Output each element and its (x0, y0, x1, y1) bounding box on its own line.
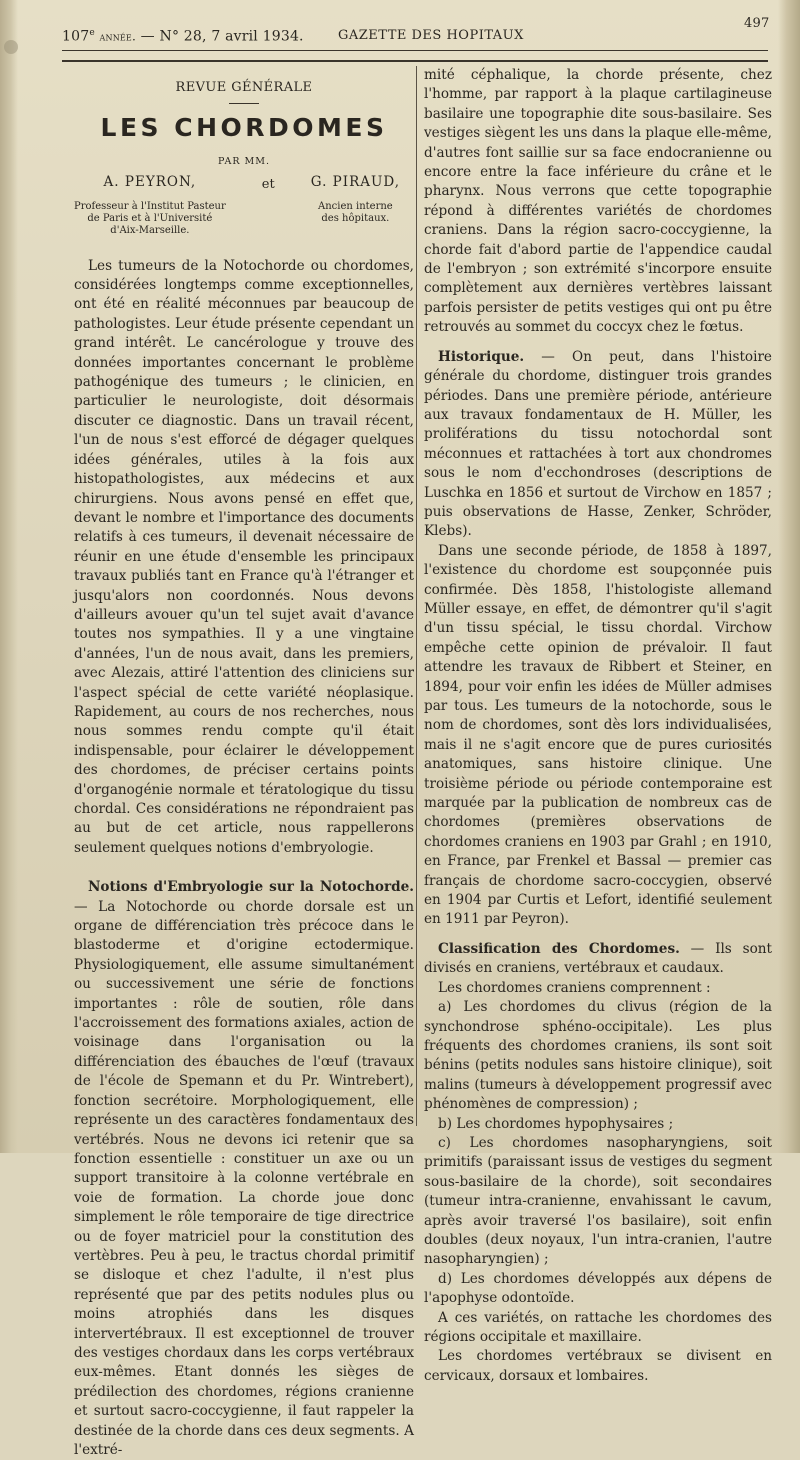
page-edge-shadow-left (0, 0, 18, 1153)
author-affiliation-line: des hôpitaux. (321, 212, 390, 224)
article-title: LES CHORDOMES (100, 113, 388, 143)
classification-item: b) Les chordomes hypophysaires ; (438, 1115, 674, 1132)
author-conjunction: et (261, 177, 275, 193)
page-edge-shadow-right (778, 0, 800, 1153)
spacer (424, 930, 772, 940)
issue-label: année. (99, 29, 136, 44)
intro-paragraph: Les tumeurs de la Notochorde ou chordomes, considérées longtemps comme exceptionnelles, ont été en réalité méconnues par beaucoup de pathologistes. Leur étude présente cependant un grand intérêt. Le cancérologue y trouve des données importantes concernant le problème pathogénique des tumeurs ; le clinicien, en particulier le neurologiste, doit désormais discuter ce diagnostic. Dans un travail récent, l'un de nous s'est efforcé de dégager quelques idées générales, utiles à la fois aux histopathologistes, aux médecins et aux chirurgiens. Nous avons pensé en effet que, devant le nombre et l'importance des documents relatifs à ces tumeurs, il devenait nécessaire de réunir en une étude d'ensemble les principaux travaux publiés tant en France qu'à l'étranger et jusqu'alors non coordonnés. Nous devons d'ailleurs avouer qu'un tel sujet avait d'avance toutes nos sympathies. Il y a une vingtaine d'années, l'un de nous avait, dans les premiers, avec Alezais, attiré l'attention des cliniciens sur l'aspect spécial de cette variété néoplasique. Rapidement, au cours de nos recherches, nous nous sommes rendu compte qu'il était indispensable, pour éclairer le développement des chordomes, de préciser certains points d'organogénie normale et tératologique du tissu chordal. Ces considérations ne répondraient pas au but de cet article, nous rappellerons seulement quelques notions d'embryologie. (74, 257, 414, 856)
author-affiliation-line: Professeur à l'Institut Pasteur (74, 200, 226, 212)
issue-year: 107 (62, 28, 90, 45)
author-peyron (74, 173, 226, 236)
page-number: 497 (744, 16, 770, 31)
embryology-text: — La Notochorde ou chorde dorsale est un organe de différenciation très précoce dans le blastoderme et d'origine ectodermique. Physiologiquement, elle assume simultanément ou successivement une série de fonctions importantes : rôle de soutien, rôle dans l'accroissement des formations axiales, action de voisinage dans l'organisation ou la différenciation des ébauches de l'œuf (travaux de l'école de Spemann et du Pr. Wintrebert), fonction secrétoire. Morphologiquement, elle représente un des caractères fondamentaux des vertébrés. Nous ne devons ici retenir que sa fonction essentielle : constituer un axe ou un support transitoire à la colonne vertébrale en voie de formation. La chorde joue donc simplement le rôle temporaire de tige directrice ou de foyer matriciel pour la constitution des vertèbres. Peu à peu, le tractus chordal primitif se disloque et chez l'adulte, il n'est plus représenté que par des petits nodules plus ou moins atrophiés dans les disques intervertébraux. Il est exceptionnel de trouver des vestiges chordaux dans les corps vertébraux eux-mêmes. Etant donnés les sièges de prédilection des chordomes, régions cranienne et surtout sacro-coccygienne, il faut rappeler la destinée de la chorde dans ces deux segments. A l'extré- (74, 898, 414, 1458)
classification-item: d) Les chordomes développés aux dépens de l'apophyse odontoïde. (424, 1270, 772, 1307)
continuation-paragraph: mité céphalique, la chorde présente, chez l'homme, par rapport à la plaque cartilagineuse basilaire une topographie dite sous-basilaire. Ses vestiges siègent les uns dans la plaque elle-même, d'autres font saillie sur sa face endocranienne ou encore entre la face inférieure du crâne et le pharynx. Nous verrons que cette topographie répond à différentes variétés de chordomes craniens. Dans la région sacro-coccygienne, la chorde fait d'abord partie de l'appendice caudal de l'embryon ; son extrémité s'incorpore ensuite complètement aux dernières vertèbres laissant parfois persister de petits vestiges qui ont pu être retrouvés au sommet du coccyx chez le fœtus. (424, 67, 772, 336)
binding-hole (4, 40, 18, 54)
rubric: REVUE GÉNÉRALE (175, 80, 313, 95)
classification-paragraph (424, 940, 772, 979)
history-text: — On peut, dans l'histoire générale du chordome, distinguer trois grandes périodes. Dans une première période, antérieure aux travaux fondamentaux de H. Müller, les proliférations du tissu notochordal sont méconnues et rattachées à tort aux chondromes sous le nom d'ecchondroses (descriptions de Luschka en 1856 et surtout de Virchow en 1857 ; puis observations de Hasse, Zenker, Schröder, Klebs). (424, 348, 772, 540)
author-affiliation-line: d'Aix-Marseille. (110, 224, 190, 236)
author-piraud (311, 173, 400, 224)
byline-prefix: PAR MM. (217, 155, 271, 167)
issue-rest: — N° 28, 7 avril 1934. (140, 28, 304, 45)
cranial-intro: Les chordomes craniens comprennent : (438, 979, 711, 996)
author-name: A. PEYRON, (103, 174, 197, 191)
journal-name: GAZETTE DES HOPITAUX (338, 28, 524, 43)
attach-paragraph: A ces variétés, on rattache les chordomes des régions occipitale et maxillaire. (424, 1309, 772, 1345)
section-heading-history: Historique. (438, 348, 525, 365)
vertebral-paragraph: Les chordomes vertébraux se divisent en cervicaux, dorsaux et lombaires. (424, 1348, 772, 1384)
left-column (74, 66, 414, 1460)
issue-info (62, 28, 304, 45)
spacer (424, 338, 772, 348)
history-paragraph-2: Dans une seconde période, de 1858 à 1897, l'existence du chordome est soupçonnée puis confirmée. Dès 1858, l'histologiste allemand Müller essaye, en effet, de démontrer qu'il s'agit d'un tissu spécial, le tissu chordal. Virchow empêche cette opinion de prévaloir. Il faut attendre les travaux de Ribbert et Steiner, en 1894, pour voir enfin les idées de Müller admises par tous. Les tumeurs de la notochorde, sous le nom de chordomes, sont dès lors individualisées, mais il ne s'agit encore que de pures curiosités anatomiques, sans histoire clinique. Une troisième période ou période contemporaine est marquée par la publication de nombreux cas de chordomes (premières observations de chordomes craniens en 1903 par Grahl ; en 1910, en France, par Frenkel et Bassal — premier cas français de chordome sacro-coccygien, observé en 1904 par Curtis et Lefort, identifié seulement en 1911 par Peyron). (424, 542, 772, 928)
issue-year-sup: e (89, 28, 95, 38)
authors-block (74, 173, 414, 236)
header-rule-thin (62, 50, 768, 51)
embryology-paragraph (74, 878, 414, 1460)
classification-text: — Ils sont divisés en craniens, vertébraux et caudaux. (424, 940, 772, 977)
spacer (74, 858, 414, 878)
section-heading-embryology: Notions d'Embryologie sur la Notochorde. (88, 879, 414, 896)
rubric-rule (229, 103, 259, 104)
classification-item: a) Les chordomes du clivus (région de la synchondrose sphéno-occipitale). Les plus fréquents des chordomes craniens, ils sont soit bénins (petits nodules sans histoire clinique), soit malins (tumeurs à développement progressif avec phénomènes de compression) ; (424, 999, 772, 1113)
section-heading-classification: Classification des Chordomes. (438, 940, 680, 957)
column-divider (416, 66, 417, 1126)
classification-item: c) Les chordomes nasopharyngiens, soit primitifs (paraissant issus de vestiges du segment sous-basilaire de la chorde), soit secondaires (tumeur intra-cranienne, envahissant le cavum, après avoir traversé l'os basilaire), soit enfin doubles (deux noyaux, l'un intra-cranien, l'autre nasopharyngien) ; (424, 1134, 772, 1268)
author-name: G. PIRAUD, (310, 174, 400, 191)
header-rule-thick (62, 60, 768, 62)
spacer (74, 237, 414, 257)
author-affiliation-line: de Paris et à l'Université (87, 212, 213, 224)
author-affiliation-line: Ancien interne (318, 200, 393, 212)
right-column (424, 66, 772, 1386)
history-paragraph (424, 348, 772, 542)
